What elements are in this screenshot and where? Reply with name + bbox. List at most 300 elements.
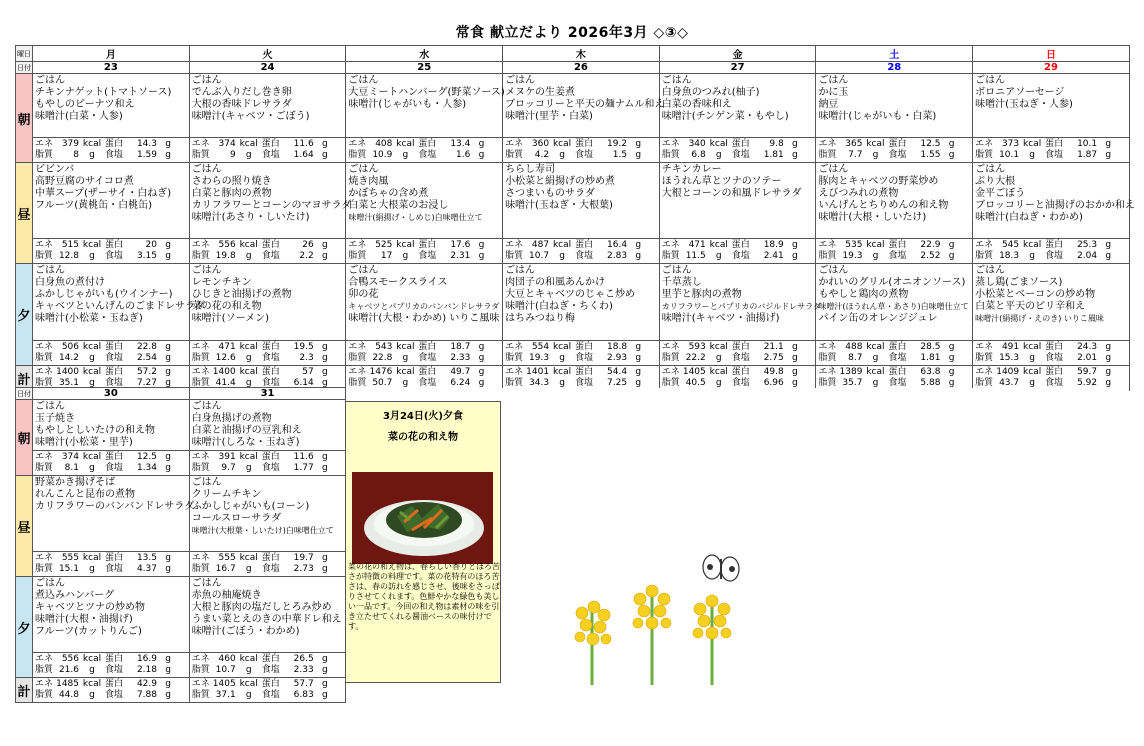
menu-item: ごはん [505,265,536,276]
nutrition-value: 555 [61,553,79,563]
nutrition-value: kcal [82,553,102,563]
nutrition-value: 49.8 [763,367,784,377]
dow-thu: 木 [503,46,660,62]
dish-photo [352,472,493,564]
nutrition-value: 13.4 [450,139,471,149]
nutrition-value: 50.7 [372,378,393,388]
nutrition-value: g [165,564,171,574]
flower-right-icon [693,595,731,685]
nutrition-value: kcal [239,367,258,377]
menu-item: えびつみれの煮物 [818,188,899,199]
menu-cell [346,74,503,138]
menu-cell [973,74,1130,138]
nutrition-value: 35.1 [58,378,79,388]
nutrition-value: g [89,251,95,261]
menu-item: 金平ごぼう [975,188,1026,199]
nutrition-value: 37.1 [215,690,236,700]
featured-description: 菜の花の和え物は、春らしい香りとほろ苦さが特徴の料理です。菜の花特有のほろ苦さは、春の訪れを感じさせ、後味をさっぱりさせてくれます。色鮮やかな緑色も美しい一品です。今回の和え物は素材の味を引き立たせてくれる醤油ベースの味付けです。 [348,562,500,631]
nutrition-value: エネ [191,553,210,563]
nutrition-value: 食塩 [888,251,907,261]
nutrition-value: エネ [975,240,994,250]
nutrition-value: 14.2 [58,353,79,363]
nutrition-value: エネ [348,342,367,352]
nutrition-value: g [478,240,485,250]
menu-item: 野菜かき揚げそば [35,477,115,488]
nutrition-value: エネ [35,139,54,149]
menu-item: ごはん [818,265,849,276]
nutrition-value: 食塩 [105,463,124,473]
nutrition-value: 556 [218,240,236,250]
nutrition-value: 24.3 [1077,342,1098,352]
menu-item: ブロッコリーと油揚げのおかか和え [975,200,1135,211]
nutrition-value: kcal [709,139,728,149]
nutrition-value: 食塩 [1045,251,1064,261]
butterfly-icon [703,555,739,581]
menu-item: 味噌汁(絹揚げ・しめじ)白味噌仕立て [348,213,483,222]
nutrition-value: 脂質 [35,353,54,363]
nutrition-cell [659,239,816,264]
nutrition-cell [659,341,816,366]
nutrition-value: 食塩 [105,378,124,388]
menu-item: かぼちゃの含め煮 [348,188,429,199]
nutrition-value: kcal [239,679,258,689]
nutrition-value: 食塩 [418,251,437,261]
rapeseed-illustration [560,545,760,685]
lunch-label: 昼 [16,476,33,577]
nutrition-value: 11.5 [685,251,706,261]
nutrition-value: 蛋白 [261,240,280,250]
nutrition-value: 10.1 [999,150,1020,160]
nutrition-value: 食塩 [105,251,124,261]
menu-item: 味噌汁(チンゲン菜・もやし) [661,111,789,122]
nutrition-cell [346,239,503,264]
menu-item: 味噌汁(小松菜・玉ねぎ) [35,313,143,324]
nutrition-value: g [402,251,409,261]
menu-item: 味噌汁(小松菜・里芋) [35,437,133,448]
nutrition-value: 54.4 [607,367,628,377]
nutrition-value: エネ [35,654,54,664]
nutrition-value: 脂質 [818,353,837,363]
menu-cell [189,264,346,341]
nutrition-value: エネ [191,240,210,250]
nutrition-value: 19.7 [293,553,314,563]
nutrition-value: kcal [552,367,572,377]
nutrition-value: 593 [688,342,706,352]
breakfast-label: 朝 [16,400,33,476]
nutrition-value: g [478,367,485,377]
nutrition-value: 脂質 [818,150,837,160]
nutrition-value: kcal [1023,240,1042,250]
nutrition-value: 1476 [369,367,393,377]
nutrition-cell [189,552,346,577]
breakfast-label: 朝 [16,74,33,163]
nutrition-value: 蛋白 [575,240,594,250]
menu-item: ごはん [348,265,379,276]
nutrition-value: 脂質 [975,353,994,363]
menu-cell [503,74,665,138]
nutrition-cell [659,138,816,163]
nutrition-cell [816,239,973,264]
nutrition-value: 535 [845,240,863,250]
menu-item: もやしのピーナツ和え [35,99,135,110]
nutrition-value: 22.2 [685,353,706,363]
nutrition-value: 1.59 [136,150,157,160]
nutrition-value: 食塩 [105,150,124,160]
menu-item: さわらの照り焼き [191,176,272,187]
nutrition-value: g [402,378,409,388]
nutrition-value: kcal [866,342,885,352]
nutrition-value: kcal [239,553,258,563]
nutrition-value: g [792,251,798,261]
nutrition-value: g [792,150,798,160]
nutrition-value: 蛋白 [731,240,750,250]
page-title: 常食 献立だより 2026年3月 ◇③◇ [455,25,689,41]
nutrition-value: 408 [375,139,393,149]
nutrition-value: 脂質 [191,150,210,160]
nutrition-value: 9.8 [769,139,784,149]
menu-cell [189,400,346,451]
nutrition-value: g [792,367,798,377]
nutrition-value: 1.81 [763,150,784,160]
nutrition-value: 2.54 [136,353,157,363]
nutrition-value: 食塩 [731,251,750,261]
nutrition-value: kcal [866,367,885,377]
menu-item: 味噌汁(ごぼう・わかめ) [191,626,300,637]
nutrition-value: g [1105,367,1112,377]
nutrition-value: エネ [35,367,54,377]
nutrition-value: kcal [866,139,885,149]
menu-item: もやしとしいたけの和え物 [35,425,155,436]
nutrition-value: g [635,240,642,250]
menu-item: 味噌汁(玉ねぎ・人参) [975,99,1073,110]
menu-item: 菜の花の和え物 [191,301,262,312]
menu-item: 合鴨スモークスライス [348,277,448,288]
menu-item: ごはん [818,164,849,175]
nutrition-value: 2.33 [450,353,471,363]
nutrition-value: g [321,240,328,250]
nutrition-value: g [321,251,328,261]
menu-item: ごはん [661,265,692,276]
menu-item: ごはん [818,75,849,86]
menu-item: 白菜と豚肉の煮物 [191,188,272,199]
nutrition-value: エネ [505,367,524,377]
nutrition-value: 460 [218,654,236,664]
nutrition-value: 7.88 [136,690,157,700]
nutrition-value: 373 [1001,139,1020,149]
nutrition-value: g [948,251,955,261]
nutrition-value: エネ [505,139,524,149]
menu-item: パイン缶のオレンジジュレ [818,313,938,324]
nutrition-value: 554 [531,342,550,352]
nutrition-value: 16.9 [136,654,157,664]
nutrition-value: g [635,353,642,363]
nutrition-value: 蛋白 [731,139,750,149]
nutrition-value: 脂質 [661,353,680,363]
nutrition-value: 蛋白 [105,342,124,352]
menu-item: 肉団子の和風あんかけ [505,277,606,288]
date-27: 27 [659,62,816,74]
nutrition-value: 391 [218,452,236,462]
nutrition-value: 脂質 [35,251,54,261]
nutrition-value: 1400 [212,367,236,377]
nutrition-value: 蛋白 [888,139,907,149]
nutrition-value: g [321,690,328,700]
menu-item: カリフラワーとパプリカのバジルドレサラダ [661,302,822,311]
date-label: 日付 [17,389,31,398]
nutrition-value: 食塩 [105,665,124,675]
nutrition-value: 蛋白 [418,139,437,149]
nutrition-value: g [948,353,955,363]
nutrition-value: 41.4 [215,378,236,388]
nutrition-value: 340 [688,139,706,149]
nutrition-value: g [165,353,171,363]
nutrition-value: g [165,654,171,664]
menu-item: さつまいものサラダ [505,188,595,199]
nutrition-value: 1.77 [293,463,314,473]
nutrition-value: kcal [82,342,102,352]
nutrition-value: g [559,150,565,160]
nutrition-value: 543 [375,342,393,352]
nutrition-value: g [559,378,565,388]
menu-item: 味噌汁(キャベツ・ごぼう) [191,111,310,122]
nutrition-value: エネ [661,367,680,377]
nutrition-value: kcal [1023,367,1042,377]
nutrition-value: 16.4 [607,240,628,250]
nutrition-value: 35.7 [842,378,863,388]
menu-item: ぶり大根 [975,176,1016,187]
nutrition-value: 11.6 [293,139,314,149]
menu-item: ごはん [191,578,222,589]
nutrition-cell [189,678,346,703]
nutrition-value: g [321,150,328,160]
menu-item: ごはん [35,578,65,589]
nutrition-value: kcal [866,240,885,250]
nutrition-value: 12.6 [215,353,236,363]
nutrition-value: エネ [35,342,54,352]
nutrition-cell [973,239,1130,264]
nutrition-value: 22.8 [372,353,393,363]
nutrition-value: g [165,690,171,700]
nutrition-value: 8.1 [64,463,79,473]
nutrition-value: 蛋白 [261,342,280,352]
nutrition-value: kcal [396,342,415,352]
nutrition-cell [503,239,660,264]
menu-item: ふかしじゃがいも(コーン) [191,501,310,512]
nutrition-value: g [872,150,879,160]
nutrition-value: 食塩 [888,150,907,160]
date-31: 31 [189,388,346,400]
menu-item: 味噌汁(大根・油揚げ) [35,614,133,625]
nutrition-value: 脂質 [505,251,524,261]
nutrition-value: g [89,378,95,388]
nutrition-value: 40.5 [685,378,706,388]
nutrition-value: g [165,240,171,250]
nutrition-value: kcal [396,240,415,250]
menu-item: 小松菜とベーコンの炒め物 [975,289,1096,300]
nutrition-value: エネ [818,240,837,250]
nutrition-value: 蛋白 [105,553,124,563]
featured-date: 3月24日(火)夕食 [382,411,463,422]
nutrition-cell [816,138,973,163]
nutrition-value: エネ [975,367,994,377]
nutrition-value: 21.1 [763,342,784,352]
nutrition-value: g [792,139,798,149]
nutrition-value: g [715,378,722,388]
nutrition-value: g [321,367,328,377]
nutrition-value: 515 [61,240,79,250]
nutrition-value: 11.6 [293,452,314,462]
menu-item: でんぶ入りだし巻き卵 [191,87,292,98]
dinner-label: 夕 [16,264,33,366]
nutrition-value: 脂質 [191,353,210,363]
nutrition-value: kcal [396,139,415,149]
menu-item: 白菜の香味和え [661,99,732,110]
nutrition-value: g [715,150,722,160]
nutrition-value: 蛋白 [261,679,280,689]
menu-cell [346,163,503,239]
menu-item: はちみつねり梅 [505,313,575,324]
featured-dish-name: 菜の花の和え物 [388,432,458,443]
date-28: 28 [816,62,973,74]
dow-wed: 水 [346,46,503,62]
nutrition-value: 26 [302,240,314,250]
nutrition-value: kcal [239,452,258,462]
nutrition-value: エネ [191,679,210,689]
nutrition-value: 506 [61,342,79,352]
nutrition-value: g [165,139,171,149]
menu-item: 中華スープ(ザーサイ・白ねぎ) [35,188,172,199]
nutrition-value: 7.25 [607,378,628,388]
nutrition-value: 食塩 [888,353,907,363]
menu-item: 白菜と大根菜のお浸し [348,200,449,211]
nutrition-value: 蛋白 [888,240,907,250]
nutrition-value: 脂質 [35,665,54,675]
nutrition-value: 脂質 [661,150,680,160]
nutrition-value: g [321,378,328,388]
nutrition-value: エネ [818,139,837,149]
nutrition-value: エネ [191,452,210,462]
nutrition-value: 19.5 [293,342,314,352]
menu-cell [189,163,352,239]
menu-item: 味噌汁(白菜・人参) [35,111,123,122]
menu-item: ごはん [191,401,222,412]
nutrition-cell [33,341,190,366]
nutrition-value: g [89,150,95,160]
nutrition-value: g [948,150,955,160]
nutrition-value: 15.1 [58,564,79,574]
nutrition-value: g [245,665,252,675]
nutrition-value: 26.5 [293,654,314,664]
menu-item: 白身魚の煮付け [35,277,105,288]
menu-item: 味噌汁(里芋・白菜) [505,111,593,122]
date-29: 29 [973,62,1130,74]
nutrition-cell [189,239,346,264]
nutrition-value: g [872,378,879,388]
menu-cell [659,264,822,341]
menu-item: ごはん [35,265,65,276]
nutrition-value: g [165,452,171,462]
menu-item: ごはん [191,477,222,488]
nutrition-value: g [321,463,328,473]
nutrition-value: kcal [82,452,102,462]
nutrition-value: g [321,452,328,462]
menu-item: キャベツとツナの炒め物 [35,602,145,613]
nutrition-value: kcal [82,679,102,689]
nutrition-value: 365 [845,139,863,149]
nutrition-value: エネ [661,342,680,352]
dinner-label: 夕 [16,577,33,678]
menu-item: レモンチキン [191,277,252,288]
menu-item: ごはん [348,75,379,86]
nutrition-value: 22.8 [136,342,157,352]
nutrition-value: 脂質 [348,251,367,261]
menu-item: 味噌汁(白ねぎ・わかめ) [975,212,1083,223]
nutrition-value: g [478,251,485,261]
menu-item: メヌケの生姜煮 [505,87,576,98]
nutrition-value: g [559,251,565,261]
nutrition-value: kcal [239,139,258,149]
nutrition-value: 食塩 [1045,150,1064,160]
nutrition-value: 6.14 [293,378,314,388]
nutrition-value: 蛋白 [731,342,750,352]
dow-fri: 金 [659,46,816,62]
nutrition-value: g [792,353,798,363]
nutrition-value: 16.7 [215,564,236,574]
nutrition-value: 脂質 [35,564,54,574]
nutrition-value: 2.33 [293,665,314,675]
menu-item: 大根と豚肉の塩だしとろみ炒め [191,602,332,613]
nutrition-value: 57.7 [293,679,314,689]
nutrition-value: エネ [348,240,367,250]
nutrition-value: g [165,463,171,473]
nutrition-value: 蛋白 [1045,240,1064,250]
menu-cell [33,264,205,341]
menu-item: 大豆とキャベツのじゃこ炒め [505,289,636,300]
nutrition-cell [816,341,973,366]
nutrition-value: 487 [531,240,550,250]
nutrition-value: 脂質 [348,378,367,388]
menu-item: ごはん [975,164,1006,175]
nutrition-value: 脂質 [191,564,210,574]
nutrition-value: 43.7 [999,378,1020,388]
nutrition-value: 脂質 [505,378,524,388]
nutrition-value: 蛋白 [261,139,280,149]
nutrition-value: 1401 [526,367,550,377]
nutrition-value: kcal [709,240,728,250]
nutrition-value: 食塩 [731,150,750,160]
menu-cell [816,163,973,239]
nutrition-value: g [245,251,252,261]
menu-item: 大豆ミートハンバーグ(野菜ソース) [348,87,505,98]
nutrition-value: 1.55 [920,150,941,160]
nutrition-value: 13.5 [136,553,157,563]
nutrition-value: g [792,342,798,352]
nutrition-value: 蛋白 [418,367,437,377]
menu-item: コールスローサラダ [191,513,282,524]
nutrition-value: 脂質 [191,463,210,473]
nutrition-value: 蛋白 [888,367,907,377]
total-label: 計 [16,678,33,703]
nutrition-value: 374 [218,139,236,149]
lunch-label: 昼 [16,163,33,264]
nutrition-value: g [1105,353,1112,363]
nutrition-value: g [165,150,171,160]
nutrition-value: g [948,378,955,388]
nutrition-value: エネ [191,342,210,352]
nutrition-value: 1.6 [456,150,471,160]
nutrition-value: 488 [845,342,863,352]
nutrition-value: エネ [505,342,524,352]
